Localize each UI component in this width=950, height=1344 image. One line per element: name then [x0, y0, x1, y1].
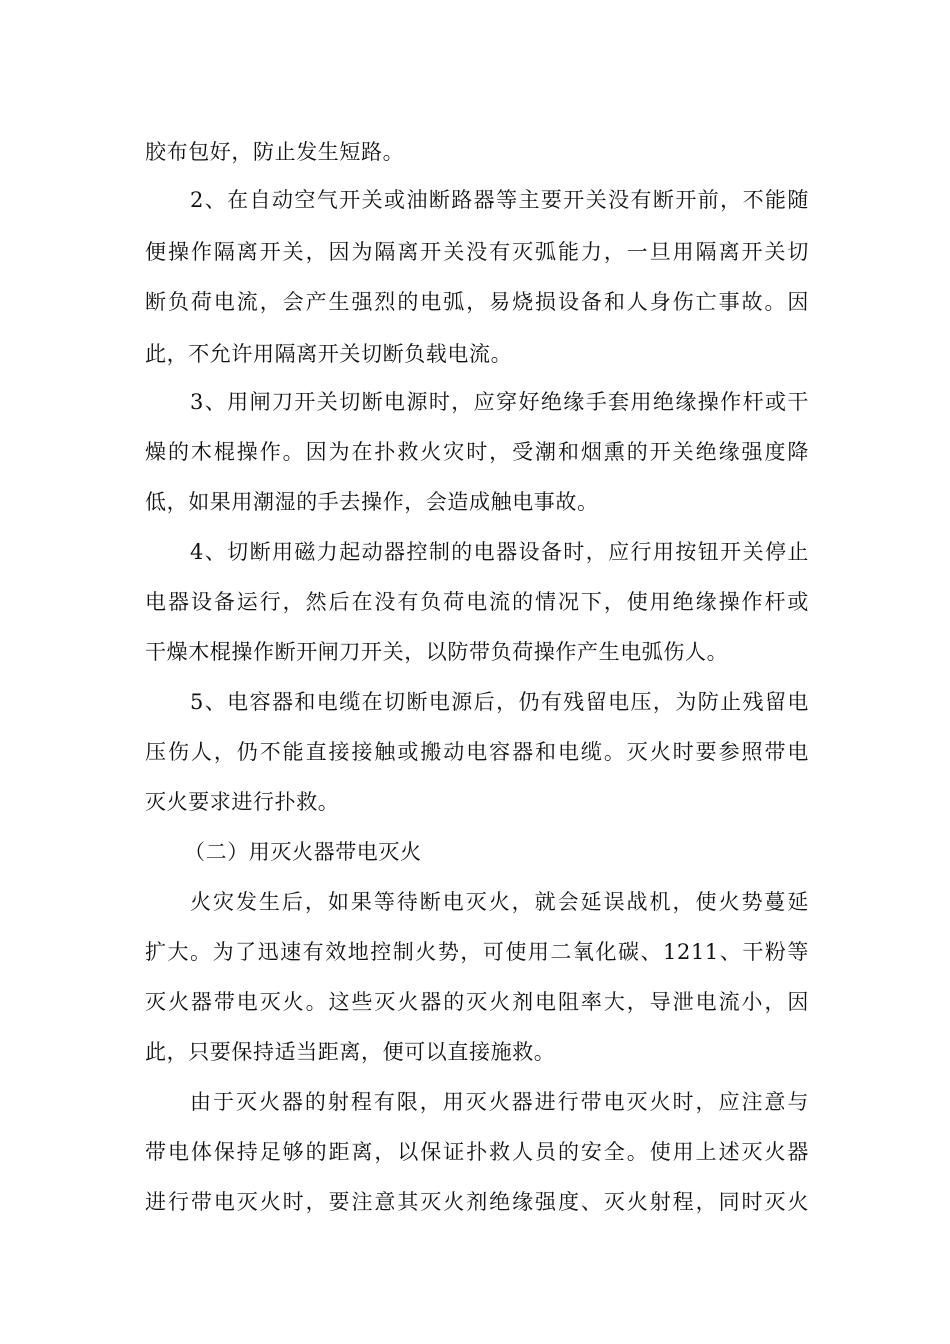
text-line: 火灾发生后，如果等待断电灭火，就会延误战机，使火势蔓延	[190, 890, 809, 914]
text-line: 干燥木棍操作断开闸刀开关，以防带负荷操作产生电弧伤人。	[145, 640, 729, 664]
text-line: 2、在自动空气开关或油断路器等主要开关没有断开前，不能随	[190, 188, 809, 212]
text-line: 4、切断用磁力起动器控制的电器设备时，应行用按钮开关停止	[190, 540, 809, 564]
text-line: 灭火器带电灭火。这些灭火器的灭火剂电阻率大，导泄电流小，因	[145, 990, 809, 1014]
text-line: 由于灭火器的射程有限，用灭火器进行带电灭火时，应注意与	[190, 1090, 809, 1114]
text-line: 扩大。为了迅速有效地控制火势，可使用二氧化碳、1211、干粉等	[145, 940, 809, 964]
text-line: 此，只要保持适当距离，便可以直接施救。	[145, 1040, 556, 1064]
text-line: 5、电容器和电缆在切断电源后，仍有残留电压，为防止残留电	[190, 690, 809, 714]
text-line: 进行带电灭火时，要注意其灭火剂绝缘强度、灭火射程，同时灭火	[145, 1190, 809, 1214]
text-line: 低，如果用潮湿的手去操作，会造成触电事故。	[145, 490, 599, 514]
section-heading: （二）用灭火器带电灭火	[184, 840, 422, 864]
text-line: 便操作隔离开关，因为隔离开关没有灭弧能力，一旦用隔离开关切	[145, 240, 809, 264]
text-line: 此，不允许用隔离开关切断负载电流。	[145, 342, 513, 366]
text-line: 3、用闸刀开关切断电源时，应穿好绝缘手套用绝缘操作杆或干	[190, 390, 809, 414]
text-line: 燥的木棍操作。因为在扑救火灾时，受潮和烟熏的开关绝缘强度降	[145, 440, 809, 464]
text-line: 断负荷电流，会产生强烈的电弧，易烧损设备和人身伤亡事故。因	[145, 290, 809, 314]
text-line: 压伤人，仍不能直接接触或搬动电容器和电缆。灭火时要参照带电	[145, 740, 809, 764]
text-line: 灭火要求进行扑救。	[145, 790, 340, 814]
text-line: 电器设备运行，然后在没有负荷电流的情况下，使用绝缘操作杆或	[145, 590, 809, 614]
text-line: 胶布包好，防止发生短路。	[145, 140, 405, 164]
text-line: 带电体保持足够的距离，以保证扑救人员的安全。使用上述灭火器	[145, 1140, 809, 1164]
